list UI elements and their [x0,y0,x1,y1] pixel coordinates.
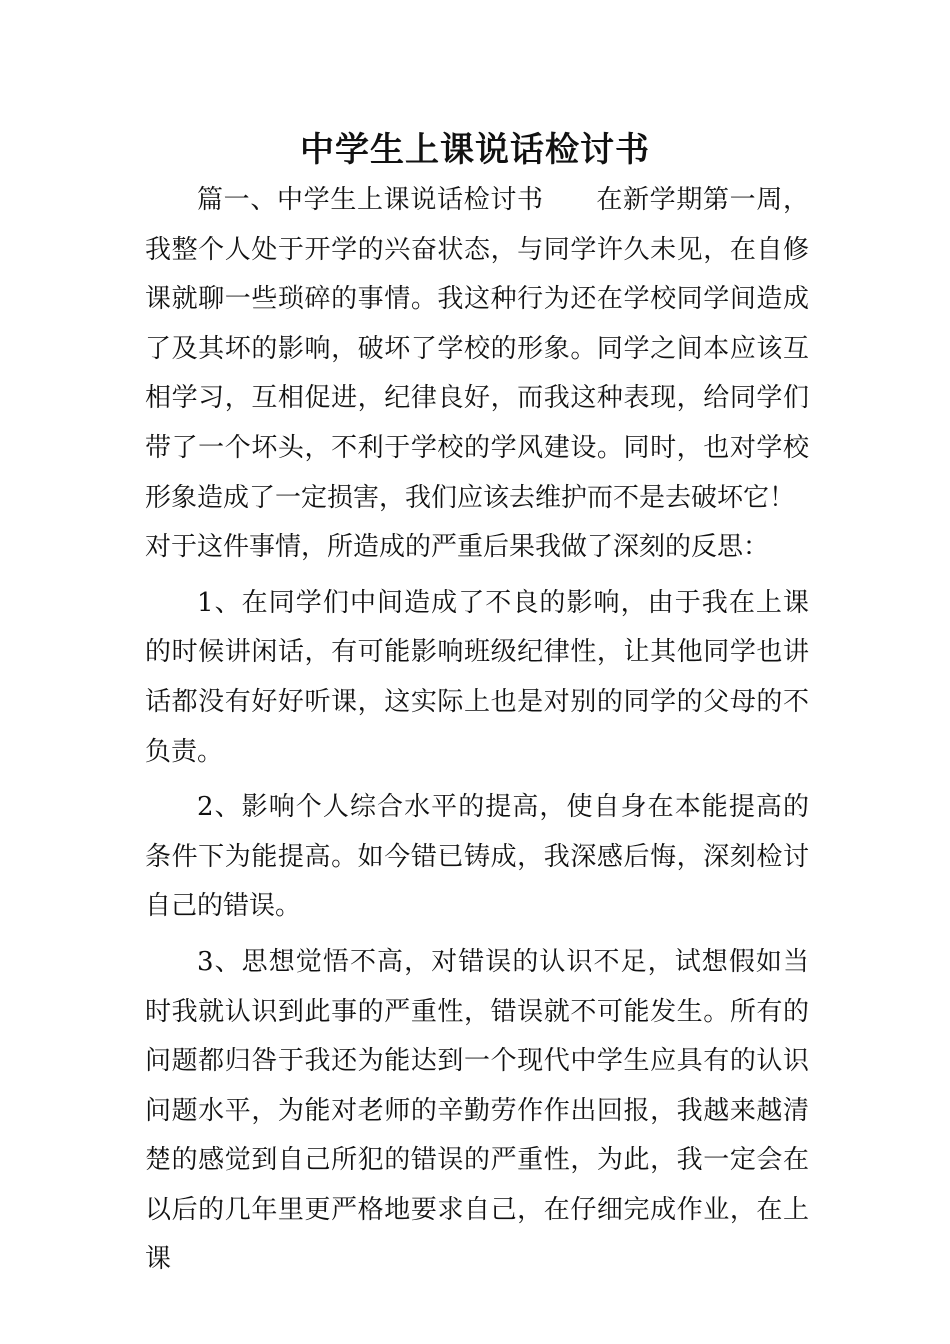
document-title: 中学生上课说话检讨书 [300,130,650,170]
intro-heading: 篇一、中学生上课说话检讨书 [197,185,544,215]
reflection-paragraph: 对于这件事情，所造成的严重后果我做了深刻的反思： [145,532,770,563]
document-body [145,176,809,1285]
intro-paragraph [145,176,809,523]
paragraph-text: 在新学期第一周，我整个人处于开学的兴奋状态，与同学许久未见，在自修课就聊一些琐碎的事情。我这种行为还在学校同学间造成了及其坏的影响，破坏了学校的形象。同学之间本应该互相学习，互相促进，纪律良好，而我这种表现，给同学们带了一个坏头，不利于学校的学风建设。同时，也对学校形象造成了一定损害，我们应该去维护而不是去破坏它！ [145,185,809,513]
point-three-paragraph: 3、思想觉悟不高，对错误的认识不足，试想假如当时我就认识到此事的严重性，错误就不可能发生。所有的问题都归咎于我还为能达到一个现代中学生应具有的认识问题水平，为能对老师的辛勤劳作作出回报，我越来越清楚的感觉到自己所犯的错误的严重性，为此，我一定会在以后的几年里更严格地要求自己，在仔细完成作业，在上课 [145,946,809,1275]
point-one-paragraph: 1、在同学们中间造成了不良的影响，由于我在上课的时候讲闲话，有可能影响班级纪律性，让其他同学也讲话都没有好好听课，这实际上也是对别的同学的父母的不负责。 [145,587,809,767]
point-two-paragraph: 2、影响个人综合水平的提高，使自身在本能提高的条件下为能提高。如今错已铸成，我深感后悔，深刻检讨自己的错误。 [145,792,809,922]
